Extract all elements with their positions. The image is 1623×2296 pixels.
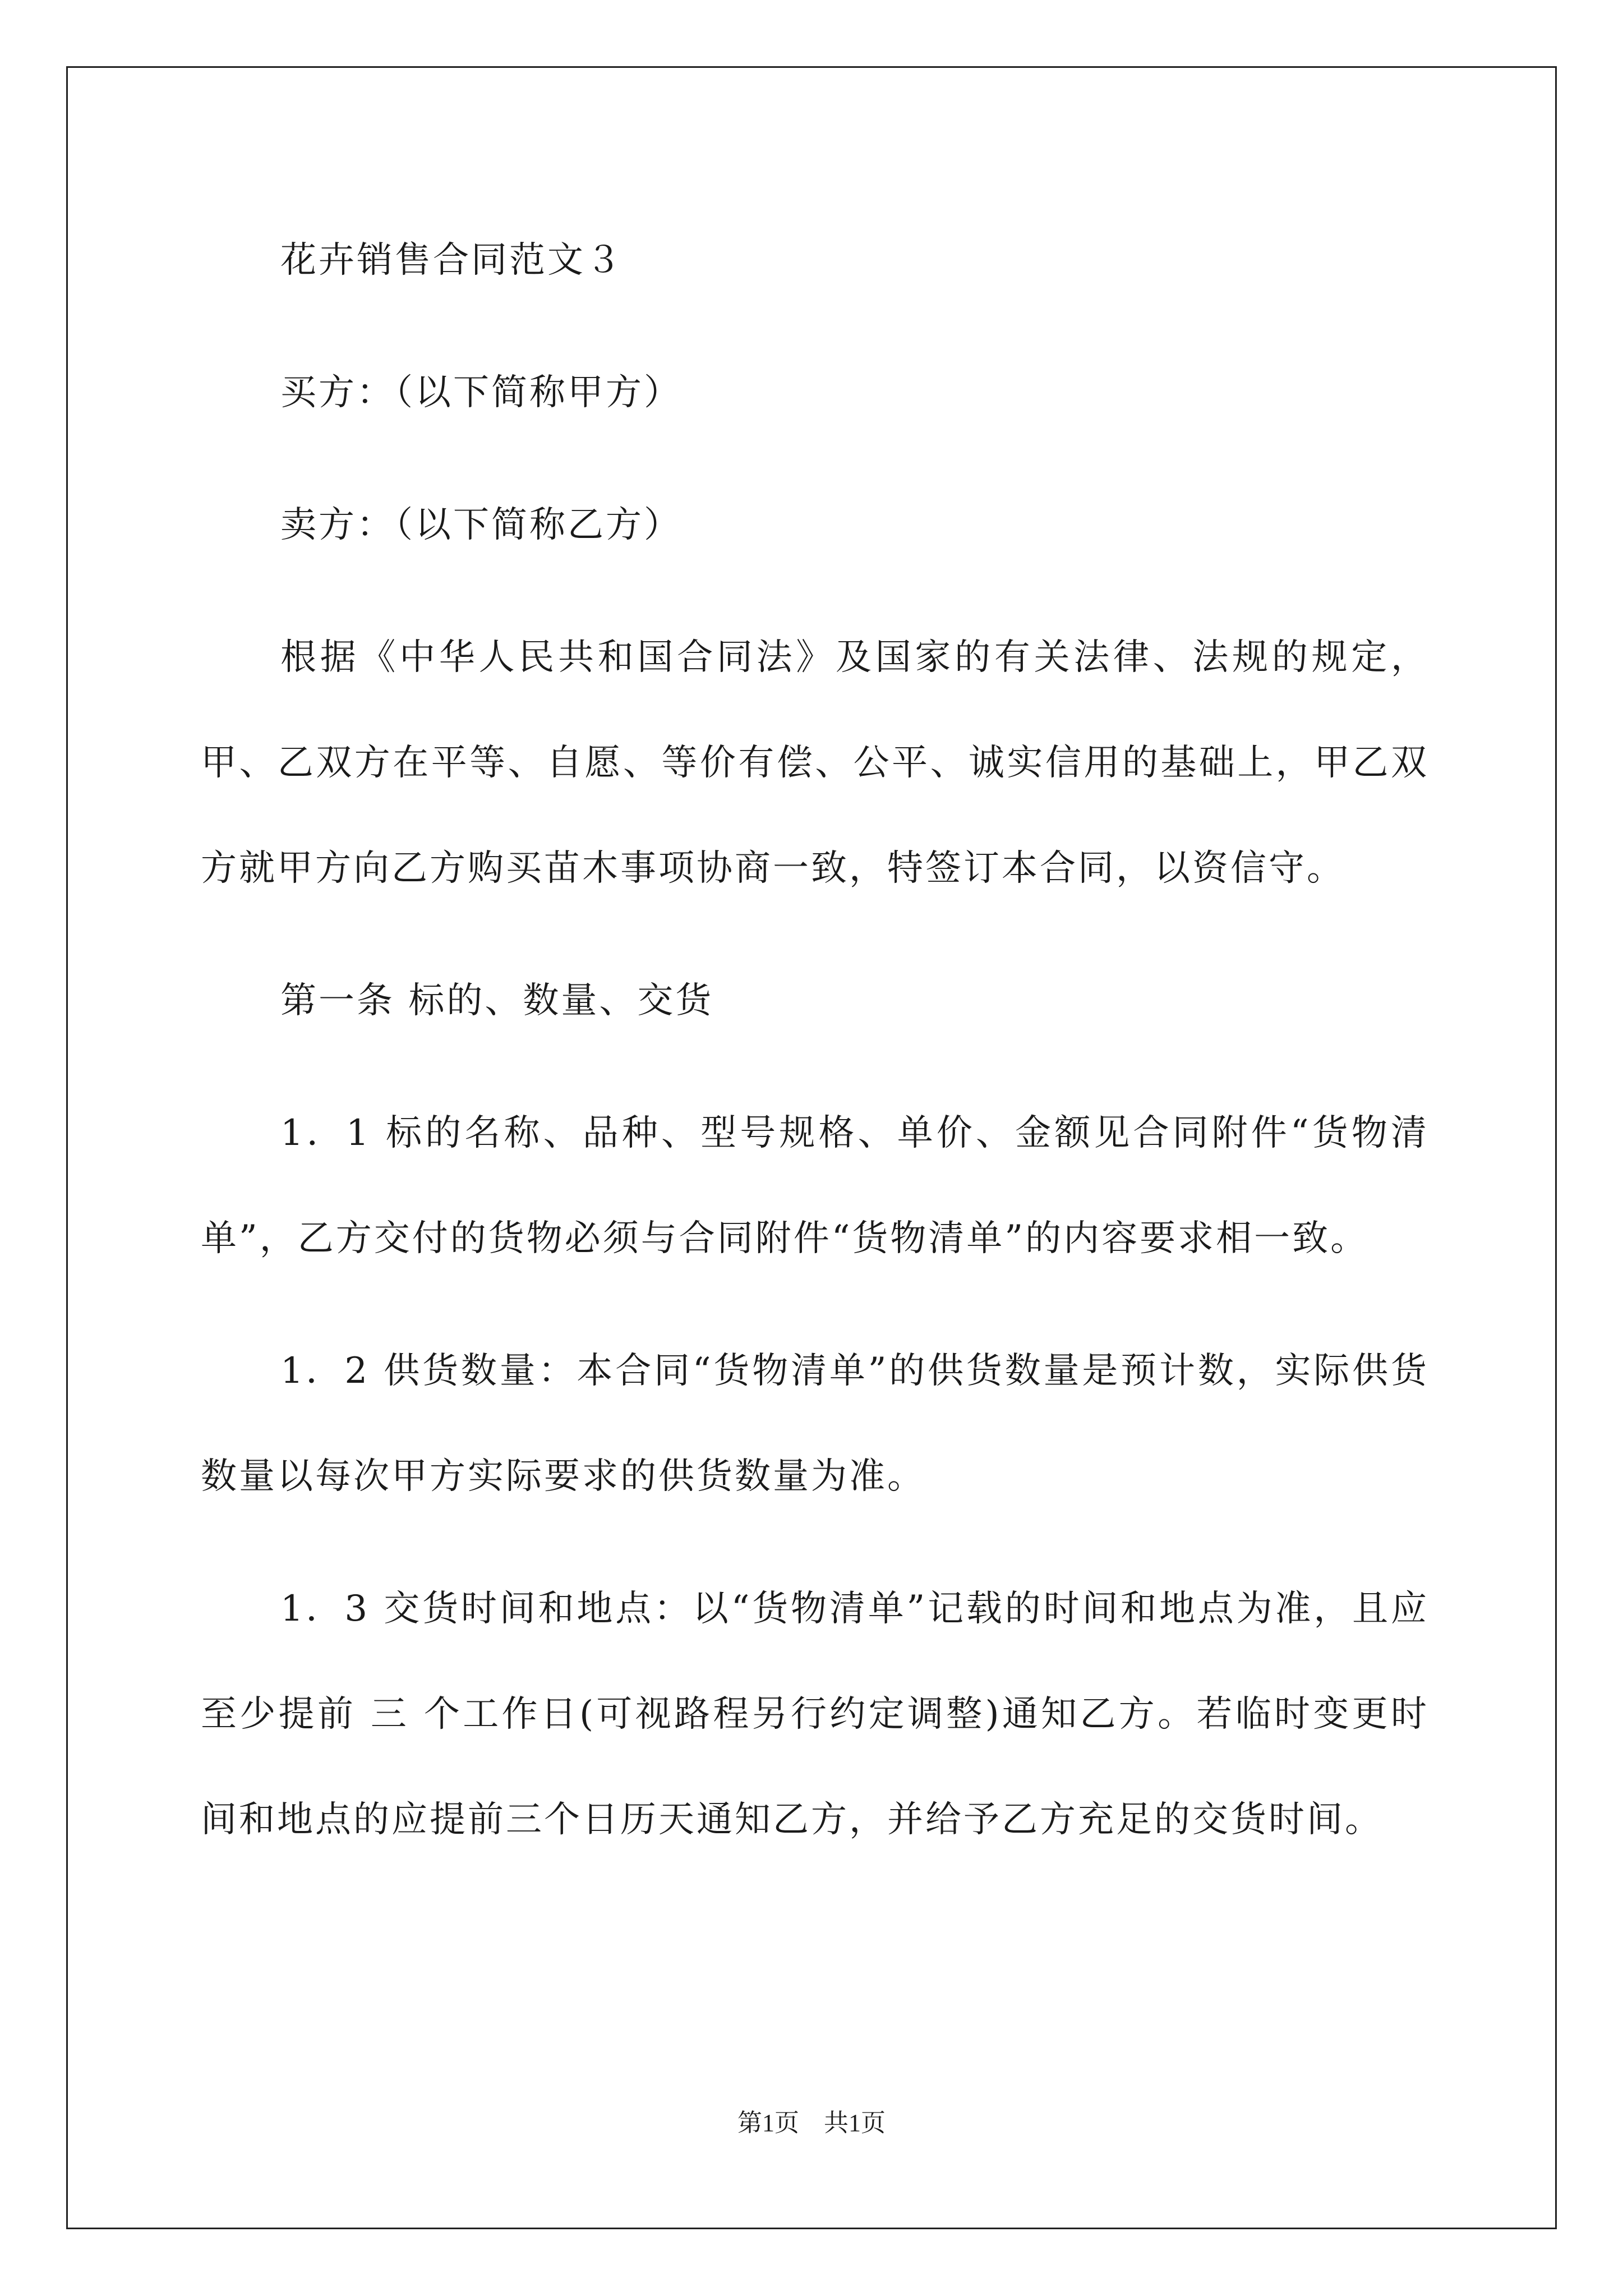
article-1-heading: 第一条 标的、数量、交货 xyxy=(280,980,714,1022)
preamble-paragraph: 根据《中华人民共和国合同法》及国家的有关法律、法规的规定，甲、乙双方在平等、自愿、等价有偿、公平、诚实信用的基础上，甲乙双方就甲方向乙方购买苗木事项协商一致，特签订本合同，以资信守。 xyxy=(201,637,1429,889)
seller-line: 卖方：（以下简称乙方） xyxy=(280,504,682,546)
document-title: 花卉销售合同范文３ xyxy=(280,240,624,281)
clause-1-2: 1．2 供货数量：本合同“货物清单”的供货数量是预计数，实际供货数量以每次甲方实际要求的供货数量为准。 xyxy=(201,1350,1429,1497)
clause-1-1: 1．1 标的名称、品种、型号规格、单价、金额见合同附件“货物清单”，乙方交付的货物必须与合同附件“货物清单”的内容要求相一致。 xyxy=(201,1112,1429,1259)
page-number-footer: 第1页 共1页 xyxy=(737,2109,886,2137)
buyer-line: 买方：（以下简称甲方） xyxy=(280,372,682,413)
clause-1-3: 1．3 交货时间和地点：以“货物清单”记载的时间和地点为准，且应至少提前 三 个工作日(可视路程另行约定调整)通知乙方。若临时变更时间和地点的应提前三个日历天通知乙方，并给予乙方充足的交货时间。 xyxy=(201,1588,1429,1841)
document-body xyxy=(201,208,1429,1872)
